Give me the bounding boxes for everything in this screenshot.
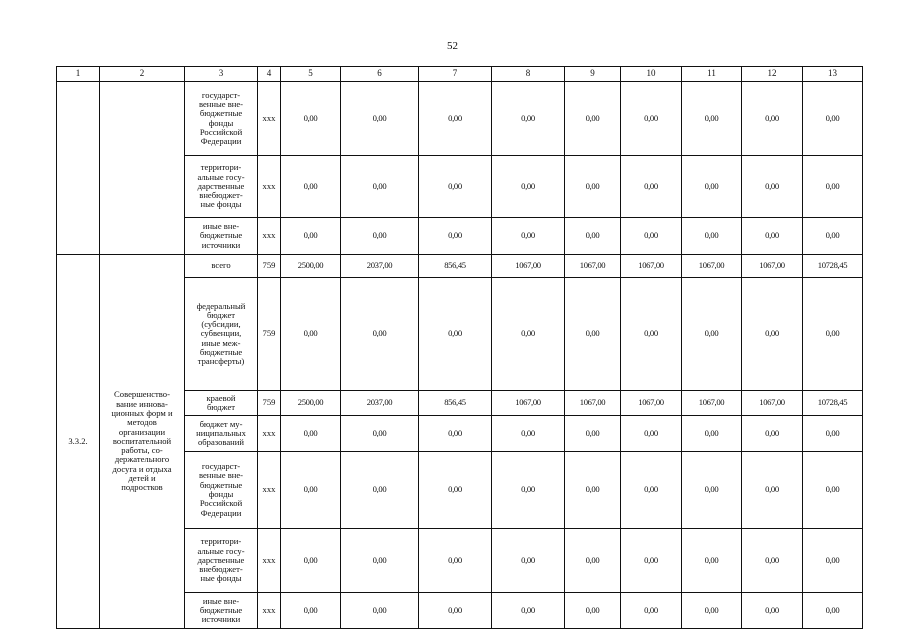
value-cell: 0,00 [565,218,621,255]
code-cell: 759 [258,255,281,278]
value-cell: 0,00 [281,82,341,156]
value-cell: 0,00 [492,82,565,156]
value-cell: 10728,45 [803,391,863,416]
value-cell: 1067,00 [682,391,742,416]
table-header [57,67,863,82]
code-cell: 759 [258,278,281,391]
value-cell: 2500,00 [281,255,341,278]
value-cell: 0,00 [742,218,803,255]
column-header: 9 [565,67,621,82]
value-cell: 0,00 [742,82,803,156]
value-cell: 0,00 [742,529,803,593]
value-cell: 0,00 [803,452,863,529]
value-cell: 0,00 [492,529,565,593]
value-cell: 1067,00 [742,255,803,278]
code-cell: ххх [258,82,281,156]
table-body [57,82,863,629]
value-cell: 0,00 [419,416,492,452]
value-cell: 0,00 [281,218,341,255]
column-header: 3 [185,67,258,82]
value-cell: 0,00 [742,156,803,218]
value-cell: 0,00 [419,529,492,593]
item-id: 3.3.2. [57,255,100,629]
value-cell: 0,00 [621,156,682,218]
code-cell: 759 [258,391,281,416]
value-cell: 0,00 [565,416,621,452]
funding-source: государст- венные вне- бюджетные фонды Российской Федерации [185,82,258,156]
funding-source: бюджет му- ниципальных образований [185,416,258,452]
value-cell: 0,00 [341,278,419,391]
column-header: 7 [419,67,492,82]
value-cell: 0,00 [565,452,621,529]
value-cell: 0,00 [682,452,742,529]
column-header: 11 [682,67,742,82]
funding-source: краевой бюджет [185,391,258,416]
table-row [57,82,863,156]
funding-source: государст- венные вне- бюджетные фонды Российской Федерации [185,452,258,529]
value-cell: 0,00 [682,218,742,255]
value-cell: 1067,00 [621,255,682,278]
header-row [57,67,863,82]
value-cell: 0,00 [682,416,742,452]
value-cell: 1067,00 [565,391,621,416]
value-cell: 0,00 [281,278,341,391]
value-cell: 0,00 [621,82,682,156]
value-cell: 0,00 [742,593,803,629]
value-cell: 0,00 [803,529,863,593]
item-name: Совершенство- вание иннова- ционных форм и методов организации воспитательной работы, со- держательного досуга и отдыха детей и подростков [100,255,185,629]
value-cell: 0,00 [565,593,621,629]
column-header: 2 [100,67,185,82]
code-cell: ххх [258,529,281,593]
value-cell: 0,00 [419,452,492,529]
value-cell: 0,00 [281,416,341,452]
value-cell: 0,00 [492,593,565,629]
value-cell: 0,00 [492,416,565,452]
column-header: 10 [621,67,682,82]
value-cell: 0,00 [341,452,419,529]
funding-source: территори- альные госу- дарственные внебюджет- ные фонды [185,529,258,593]
funding-source: иные вне- бюджетные источники [185,218,258,255]
value-cell: 0,00 [281,452,341,529]
value-cell: 0,00 [565,529,621,593]
column-header: 4 [258,67,281,82]
value-cell: 856,45 [419,391,492,416]
value-cell: 856,45 [419,255,492,278]
value-cell: 0,00 [803,416,863,452]
value-cell: 0,00 [419,156,492,218]
funding-source: федеральный бюджет (субсидии, субвенции, иные меж- бюджетные трансферты) [185,278,258,391]
value-cell: 1067,00 [621,391,682,416]
value-cell: 0,00 [621,218,682,255]
empty-id-cell [57,82,100,255]
value-cell: 0,00 [419,593,492,629]
value-cell: 0,00 [281,156,341,218]
value-cell: 0,00 [803,593,863,629]
value-cell: 0,00 [621,529,682,593]
value-cell: 0,00 [565,82,621,156]
code-cell: ххх [258,156,281,218]
value-cell: 0,00 [742,416,803,452]
code-cell: ххх [258,452,281,529]
value-cell: 0,00 [803,82,863,156]
code-cell: ххх [258,416,281,452]
value-cell: 0,00 [492,156,565,218]
value-cell: 0,00 [419,218,492,255]
value-cell: 1067,00 [742,391,803,416]
value-cell: 1067,00 [682,255,742,278]
value-cell: 0,00 [803,278,863,391]
value-cell: 0,00 [803,218,863,255]
budget-table [56,66,863,629]
value-cell: 0,00 [682,593,742,629]
column-header: 6 [341,67,419,82]
column-header: 8 [492,67,565,82]
funding-source: территори- альные госу- дарственные внебюджет- ные фонды [185,156,258,218]
value-cell: 1067,00 [492,255,565,278]
value-cell: 0,00 [341,82,419,156]
code-cell: ххх [258,593,281,629]
funding-source: всего [185,255,258,278]
empty-name-cell [100,82,185,255]
value-cell: 0,00 [565,278,621,391]
value-cell: 0,00 [419,82,492,156]
value-cell: 0,00 [621,278,682,391]
value-cell: 0,00 [492,452,565,529]
value-cell: 0,00 [341,416,419,452]
value-cell: 2037,00 [341,391,419,416]
value-cell: 0,00 [341,156,419,218]
value-cell: 1067,00 [492,391,565,416]
value-cell: 2500,00 [281,391,341,416]
funding-source: иные вне- бюджетные источники [185,593,258,629]
value-cell: 0,00 [565,156,621,218]
value-cell: 0,00 [682,529,742,593]
table-row [57,255,863,278]
value-cell: 0,00 [742,278,803,391]
value-cell: 0,00 [341,529,419,593]
value-cell: 0,00 [621,593,682,629]
column-header: 1 [57,67,100,82]
value-cell: 0,00 [281,593,341,629]
value-cell: 0,00 [621,452,682,529]
value-cell: 0,00 [742,452,803,529]
column-header: 5 [281,67,341,82]
value-cell: 0,00 [492,218,565,255]
value-cell: 10728,45 [803,255,863,278]
value-cell: 2037,00 [341,255,419,278]
value-cell: 0,00 [682,278,742,391]
value-cell: 0,00 [341,218,419,255]
value-cell: 0,00 [682,156,742,218]
value-cell: 1067,00 [565,255,621,278]
value-cell: 0,00 [281,529,341,593]
column-header: 12 [742,67,803,82]
value-cell: 0,00 [621,416,682,452]
value-cell: 0,00 [492,278,565,391]
value-cell: 0,00 [341,593,419,629]
column-header: 13 [803,67,863,82]
value-cell: 0,00 [419,278,492,391]
value-cell: 0,00 [803,156,863,218]
code-cell: ххх [258,218,281,255]
page-number: 52 [447,40,458,52]
value-cell: 0,00 [682,82,742,156]
